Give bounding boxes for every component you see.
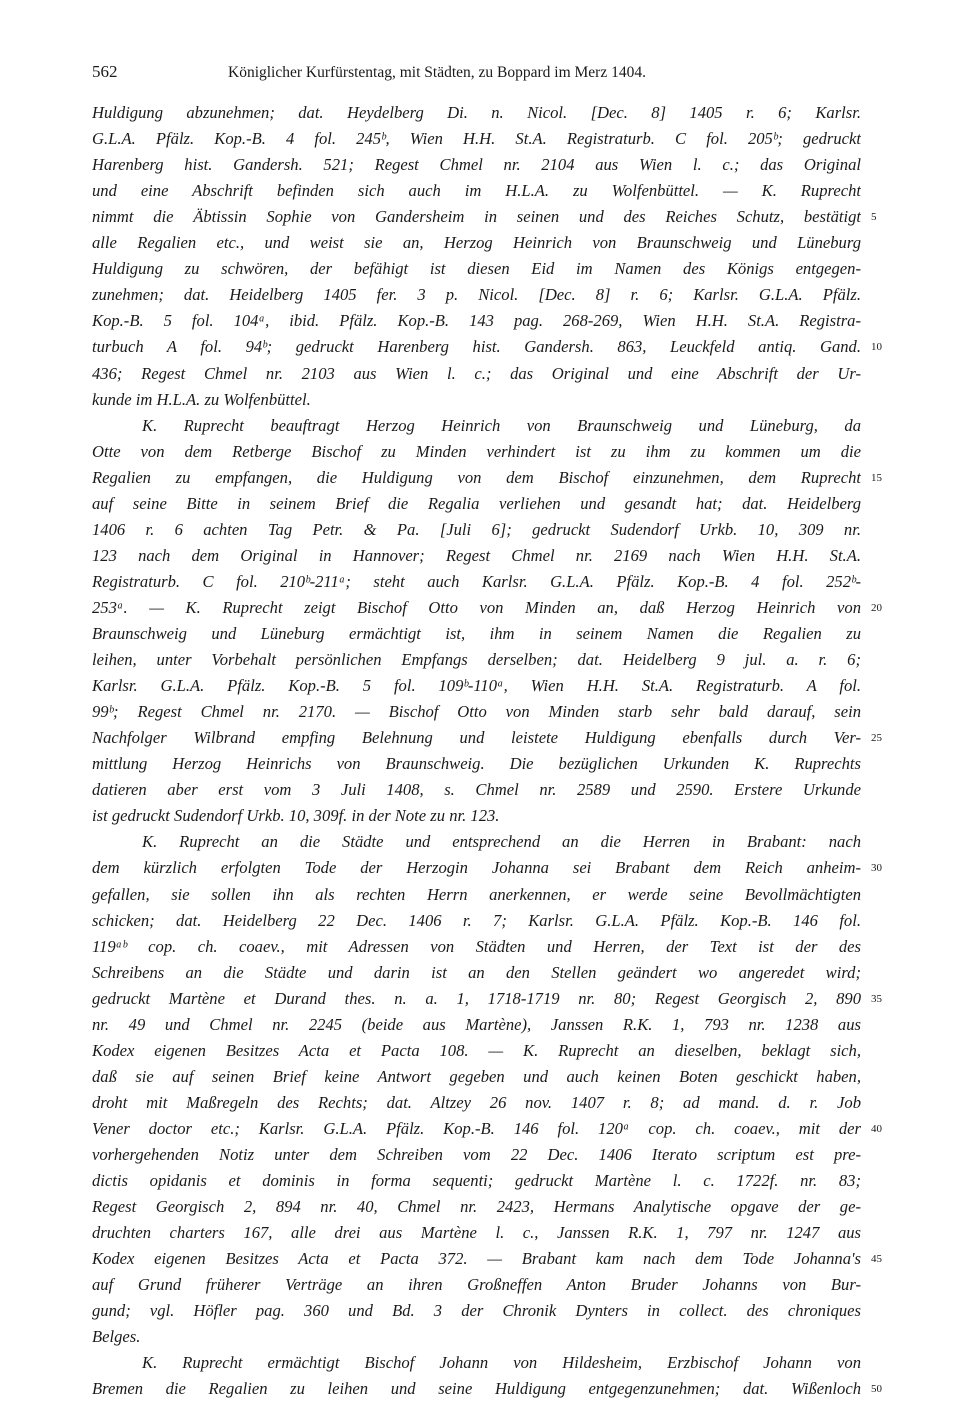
text-line: Schreibens an die Städte und darin ist an den Stellen geändert wo angeredet wird; — [92, 962, 861, 982]
text-line: 1406 r. 6 achten Tag Petr. & Pa. [Juli 6]; gedruckt Sudendorf Urkb. 10, 309 nr. — [92, 519, 861, 539]
margin-line-number: 10 — [871, 341, 882, 354]
text-line: Otte von dem Retberge Bischof zu Minden verhindert ist zu ihm zu kommen um die — [92, 441, 861, 461]
text-line: Belges. — [92, 1327, 141, 1347]
text-line: Bremen die Regalien zu leihen und seine Huldigung entgegenzunehmen; dat. Wißenloch — [92, 1379, 861, 1399]
text-line: vorhergehenden Notiz unter dem Schreiben vom 22 Dec. 1406 Iterato scriptum est pre- — [92, 1145, 861, 1164]
text-line: Huldigung zu schwören, der befähigt ist diesen Eid im Namen des Königs entgegen- — [92, 259, 861, 279]
text-line: Registraturb. C fol. 210ᵇ-211ᵃ; steht auch Karlsr. G.L.A. Pfälz. Kop.-B. 4 fol. 252ᵇ- — [92, 571, 861, 591]
page-number: 562 — [92, 62, 118, 81]
text-line: mittlung Herzog Heinrichs von Braunschweig. Die bezüglichen Urkunden K. Ruprechts — [92, 754, 861, 774]
text-line: zunehmen; dat. Heidelberg 1405 fer. 3 p. Nicol. [Dec. 8] r. 6; Karlsr. G.L.A. Pfälz. — [92, 285, 861, 305]
text-line: gund; vgl. Höfler pag. 360 und Bd. 3 der Chronik Dynters in collect. des chroniques — [92, 1301, 861, 1321]
margin-line-number: 40 — [871, 1122, 882, 1135]
text-line: Kodex eigenen Besitzes Acta et Pacta 372. — Brabant kam nach dem Tode Johanna's — [92, 1249, 861, 1269]
margin-line-number: 30 — [871, 862, 882, 875]
text-line: gefallen, sie sollen ihn als rechten Herrn anerkennen, er werde seine Bevollmächtigten — [92, 884, 861, 904]
text-line: auf seine Bitte in seinem Brief die Regalia verliehen und gesandt hat; dat. Heidelberg — [92, 493, 861, 513]
text-line: kunde im H.L.A. zu Wolfenbüttel. — [92, 389, 311, 409]
margin-line-number: 25 — [871, 732, 882, 745]
text-line: droht mit Maßregeln des Rechts; dat. Altzey 26 nov. 1407 r. 8; ad mand. d. r. Job — [92, 1092, 861, 1112]
text-line: Vener doctor etc.; Karlsr. G.L.A. Pfälz. Kop.-B. 146 fol. 120ᵃ cop. ch. coaev., mit der — [92, 1118, 861, 1138]
text-line: K. Ruprecht an die Städte und entsprechend an die Herren in Brabant: nach — [142, 832, 861, 852]
text-line: 253ᵃ. — K. Ruprecht zeigt Bischof Otto von Minden an, daß Herzog Heinrich von — [92, 597, 861, 617]
text-line: K. Ruprecht ermächtigt Bischof Johann von Hildesheim, Erzbischof Johann von — [142, 1353, 861, 1373]
text-line: Karlsr. G.L.A. Pfälz. Kop.-B. 5 fol. 109ᵇ-110ᵃ, Wien H.H. St.A. Registraturb. A fol. — [92, 676, 861, 696]
text-line: Huldigung abzunehmen; dat. Heydelberg Di. n. Nicol. [Dec. 8] 1405 r. 6; Karlsr. — [92, 103, 861, 122]
text-line: daß sie auf seinen Brief keine Antwort gegeben und auch keinen Boten geschickt haben, — [92, 1066, 861, 1086]
text-line: Kop.-B. 5 fol. 104ᵃ, ibid. Pfälz. Kop.-B. 143 pag. 268-269, Wien H.H. St.A. Registra- — [92, 311, 861, 331]
text-line: alle Regalien etc., und weist sie an, Herzog Heinrich von Braunschweig und Lüneburg — [92, 233, 861, 253]
text-line: dem kürzlich erfolgten Tode der Herzogin Johanna sei Brabant dem Reich anheim- — [92, 858, 861, 878]
page-header — [92, 62, 862, 90]
text-line: Regest Georgisch 2, 894 nr. 40, Chmel nr. 2423, Hermans Analytische opgave der ge- — [92, 1197, 861, 1217]
text-line: schicken; dat. Heidelberg 22 Dec. 1406 r. 7; Karlsr. G.L.A. Pfälz. Kop.-B. 146 fol. — [92, 910, 861, 930]
text-line: datieren aber erst vom 3 Juli 1408, s. Chmel nr. 2589 und 2590. Erstere Urkunde — [92, 780, 861, 800]
text-line: Braunschweig und Lüneburg ermächtigt ist, ihm in seinem Namen die Regalien zu — [92, 624, 861, 643]
text-line: auf Grund früherer Verträge an ihren Großneffen Anton Bruder Johanns von Bur- — [92, 1275, 861, 1295]
text-line: turbuch A fol. 94ᵇ; gedruckt Harenberg hist. Gandersh. 863, Leuckfeld antiq. Gand. — [92, 337, 861, 357]
text-line: nr. 49 und Chmel nr. 2245 (beide aus Martène), Janssen R.K. 1, 793 nr. 1238 aus — [92, 1014, 861, 1034]
margin-line-number: 20 — [871, 601, 882, 614]
text-line: dictis opidanis et dominis in forma sequenti; gedruckt Martène l. c. 1722f. nr. 83; — [92, 1171, 861, 1191]
running-title: Königlicher Kurfürstentag, mit Städten, zu Boppard im Merz 1404. — [228, 64, 646, 81]
margin-line-number: 5 — [871, 211, 877, 224]
text-line: ist gedruckt Sudendorf Urkb. 10, 309f. in der Note zu nr. 123. — [92, 806, 500, 826]
text-line: K. Ruprecht beauftragt Herzog Heinrich von Braunschweig und Lüneburg, da — [142, 415, 861, 435]
text-line: 119ᵃᵇ cop. ch. coaev., mit Adressen von Städten und Herren, der Text ist der des — [92, 936, 861, 956]
text-line: Harenberg hist. Gandersh. 521; Regest Chmel nr. 2104 aus Wien l. c.; das Original — [92, 155, 861, 175]
text-line: Regalien zu empfangen, die Huldigung von dem Bischof einzunehmen, dem Ruprecht — [92, 467, 861, 487]
text-line: Nachfolger Wilbrand empfing Belehnung und leistete Huldigung ebenfalls durch Ver- — [92, 728, 861, 748]
margin-line-number: 45 — [871, 1253, 882, 1266]
text-line: und eine Abschrift befinden sich auch im H.L.A. zu Wolfenbüttel. — K. Ruprecht — [92, 181, 861, 201]
text-line: Kodex eigenen Besitzes Acta et Pacta 108. — K. Ruprecht an dieselben, beklagt sich, — [92, 1040, 861, 1060]
text-line: 99ᵇ; Regest Chmel nr. 2170. — Bischof Otto von Minden starb sehr bald darauf, sein — [92, 702, 861, 722]
text-line: G.L.A. Pfälz. Kop.-B. 4 fol. 245ᵇ, Wien H.H. St.A. Registraturb. C fol. 205ᵇ; gedruckt — [92, 129, 861, 149]
text-line: druchten charters 167, alle drei aus Martène l. c., Janssen R.K. 1, 797 nr. 1247 aus — [92, 1223, 861, 1243]
text-line: gedruckt Martène et Durand thes. n. a. 1, 1718-1719 nr. 80; Regest Georgisch 2, 890 — [92, 988, 861, 1008]
text-line: nimmt die Äbtissin Sophie von Gandersheim in seinen und des Reiches Schutz, bestätigt — [92, 207, 861, 227]
margin-line-number: 35 — [871, 992, 882, 1005]
text-line: 123 nach dem Original in Hannover; Regest Chmel nr. 2169 nach Wien H.H. St.A. — [92, 545, 861, 565]
margin-line-number: 50 — [871, 1383, 882, 1396]
margin-line-number: 15 — [871, 471, 882, 484]
text-line: 436; Regest Chmel nr. 2103 aus Wien l. c.; das Original und eine Abschrift der Ur- — [92, 363, 861, 383]
text-line: leihen, unter Vorbehalt persönlichen Empfangs derselben; dat. Heidelberg 9 jul. a. r. 6; — [92, 650, 861, 670]
